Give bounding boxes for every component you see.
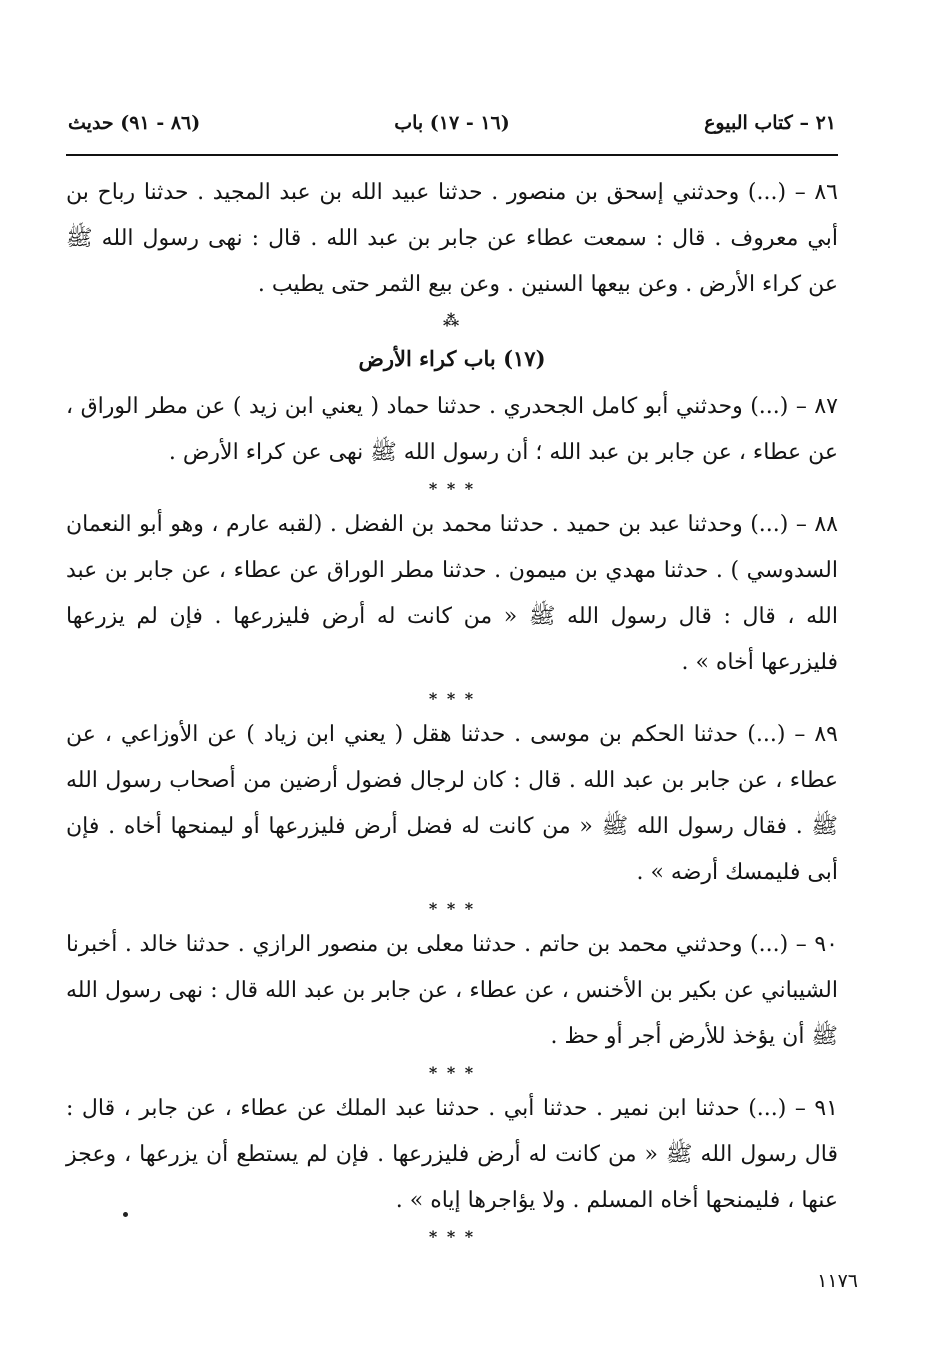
section-separator: * * * [428,689,476,708]
hadith-paragraph: ٨٨ – (...) وحدثنا عبد بن حميد . حدثنا محمد بن الفضل . (لقبه عارم ، وهو أبو النعمان السدوسي ) . حدثنا مهدي بن ميمون . حدثنا مطر الوراق عن عطاء ، عن جابر بن عبد الله ، قال : قال رسول الله ﷺ « من كانت له أرض فليزرعها . فإن لم يزرعها فليزرعها أخاه » . [66,512,838,675]
section-separator: ⁂ [442,311,462,330]
header-book-title: ٢١ – كتاب البيوع [704,112,836,134]
header-hadith-range: (٨٦ - ٩١) حديث [68,112,201,134]
section-separator: * * * [428,899,476,918]
hadith-paragraph: ٨٩ – (...) حدثنا الحكم بن موسى . حدثنا هقل ( يعني ابن زياد ) عن الأوزاعي ، عن عطاء ، عن جابر بن عبد الله . قال : كان لرجال فضول أرضين من أصحاب رسول الله ﷺ . فقال رسول الله ﷺ « من كانت له فضل أرض فليزرعها أو ليمنحها أخاه . فإن أبى فليمسك أرضه » . [66,722,838,885]
section-separator: * * * [428,479,476,498]
header-rule [66,154,838,156]
hadith-paragraph: ٨٧ – (...) وحدثني أبو كامل الجحدري . حدثنا حماد ( يعني ابن زيد ) عن مطر الوراق ، عن عطاء ، عن جابر بن عبد الله ؛ أن رسول الله ﷺ نهى عن كراء الأرض . [66,394,838,465]
page-number: ١١٧٦ [817,1270,858,1292]
main-text [66,170,838,1250]
header-chapter-range: (١٦ - ١٧) باب [394,112,510,134]
hadith-paragraph: ٩١ – (...) حدثنا ابن نمير . حدثنا أبي . حدثنا عبد الملك عن عطاء ، عن جابر ، قال : قال رسول الله ﷺ « من كانت له أرض فليزرعها . فإن لم يستطع أن يزرعها ، وعجز عنها ، فليمنحها أخاه المسلم . ولا يؤاجرها إياه » . [66,1096,838,1213]
running-header [68,112,836,148]
hadith-paragraph: ٩٠ – (...) وحدثني محمد بن حاتم . حدثنا معلى بن منصور الرازي . حدثنا خالد . أخبرنا الشيباني عن بكير بن الأخنس ، عن عطاء ، عن جابر بن عبد الله قال : نهى رسول الله ﷺ أن يؤخذ للأرض أجر أو حظ . [66,932,839,1049]
stray-ink-mark [123,1212,128,1217]
chapter-title: (١٧) باب كراء الأرض [358,346,546,371]
section-separator: * * * [428,1063,476,1082]
section-separator: * * * [428,1227,476,1246]
hadith-paragraph: ٨٦ – (...) وحدثني إسحق بن منصور . حدثنا عبيد الله بن عبد المجيد . حدثنا رباح بن أبي معروف . قال : سمعت عطاء عن جابر بن عبد الله . قال : نهى رسول الله ﷺ عن كراء الأرض . وعن بيعها السنين . وعن بيع الثمر حتى يطيب . [66,180,838,297]
